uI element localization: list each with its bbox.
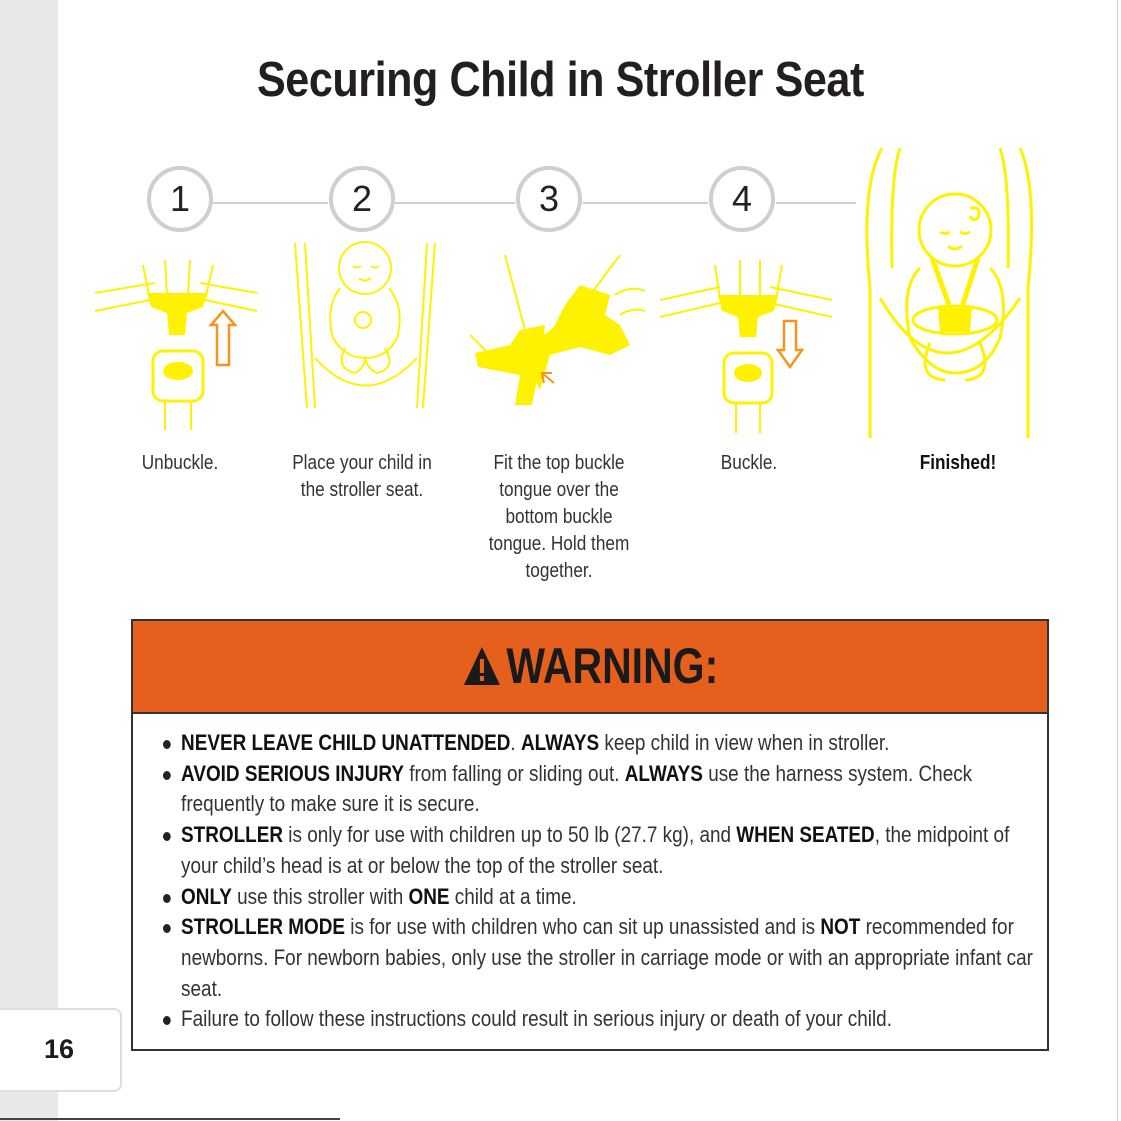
- warning-item: [163, 728, 1040, 759]
- warning-emphasis: NOT: [820, 914, 861, 940]
- warning-text: use the harness system. Check frequently to make sure it is secure.: [181, 760, 973, 817]
- warning-text: , the midpoint of your child’s head is at or below the top of the stroller seat.: [181, 822, 1010, 878]
- page-title: Securing Child in Stroller Seat: [256, 53, 864, 107]
- warning-emphasis: STROLLER: [181, 822, 284, 848]
- warning-item: [163, 1004, 1040, 1035]
- warning-text: is for use with children who can sit up unassisted and is: [345, 914, 821, 940]
- warning-item: [163, 882, 1040, 913]
- step-connector: [583, 202, 708, 204]
- buckle-illustration: [660, 255, 835, 435]
- warning-header: [133, 621, 1047, 714]
- warning-box: [131, 619, 1049, 1051]
- warning-title-text: WARNING:: [506, 638, 719, 694]
- bullet-icon: [163, 740, 171, 749]
- step-2-caption: Place your child in the stroller seat.: [292, 452, 432, 501]
- warning-title: [215, 637, 964, 695]
- step-connector: [776, 202, 856, 204]
- step-number-1: 1: [147, 166, 213, 232]
- bottom-rule: [0, 1118, 340, 1120]
- bullet-icon: [163, 832, 171, 841]
- warning-triangle-icon: [462, 645, 501, 687]
- step-4-caption: Buckle.: [720, 452, 778, 474]
- warning-emphasis: ONLY: [181, 883, 232, 909]
- warning-text: recommended for newborns. For newborn babies, only use the stroller in carriage mode or with an appropriate infant car seat.: [181, 914, 1033, 1001]
- warning-text: use this stroller with: [231, 883, 409, 909]
- step-connector: [395, 202, 515, 204]
- bullet-icon: [163, 771, 171, 780]
- left-margin: [0, 0, 58, 1121]
- warning-emphasis: STROLLER MODE: [181, 914, 346, 940]
- warning-emphasis: WHEN SEATED: [736, 822, 875, 848]
- warning-text: Failure to follow these instructions could result in serious injury or death of your child.: [181, 1006, 892, 1032]
- warning-text: is only for use with children up to 50 lb (27.7 kg), and: [283, 822, 737, 848]
- unbuckle-illustration: [95, 255, 260, 435]
- finished-caption: Finished!: [919, 452, 997, 474]
- place-child-illustration: [285, 238, 450, 416]
- warning-emphasis: ONE: [408, 883, 450, 909]
- warning-text: child at a time.: [449, 883, 577, 909]
- fit-buckle-illustration: [470, 255, 645, 410]
- warning-emphasis: ALWAYS: [624, 760, 703, 786]
- bullet-icon: [163, 894, 171, 903]
- warning-item: [163, 912, 1040, 1004]
- warning-item: [163, 820, 1040, 881]
- step-3-caption: Fit the top buckle tongue over the bottom buckle tongue. Hold them together.: [488, 452, 630, 582]
- warning-text: keep child in view when in stroller.: [599, 730, 890, 755]
- bullet-icon: [163, 924, 171, 933]
- warning-text: .: [510, 730, 521, 755]
- step-number-4: 4: [709, 166, 775, 232]
- warning-emphasis: NEVER LEAVE CHILD UNATTENDED: [181, 730, 511, 755]
- warning-emphasis: ALWAYS: [520, 730, 600, 755]
- step-1-caption: Unbuckle.: [141, 452, 219, 474]
- step-number-2: 2: [329, 166, 395, 232]
- warning-text: from falling or sliding out.: [403, 760, 625, 786]
- step-connector: [213, 202, 328, 204]
- page-edge: [1117, 0, 1118, 1121]
- finished-illustration: [860, 148, 1035, 440]
- warning-item: [163, 759, 1040, 820]
- bullet-icon: [163, 1016, 171, 1025]
- page-number: 16: [44, 1034, 75, 1064]
- warning-list: [163, 728, 1040, 1035]
- warning-emphasis: AVOID SERIOUS INJURY: [181, 760, 404, 786]
- step-number-3: 3: [516, 166, 582, 232]
